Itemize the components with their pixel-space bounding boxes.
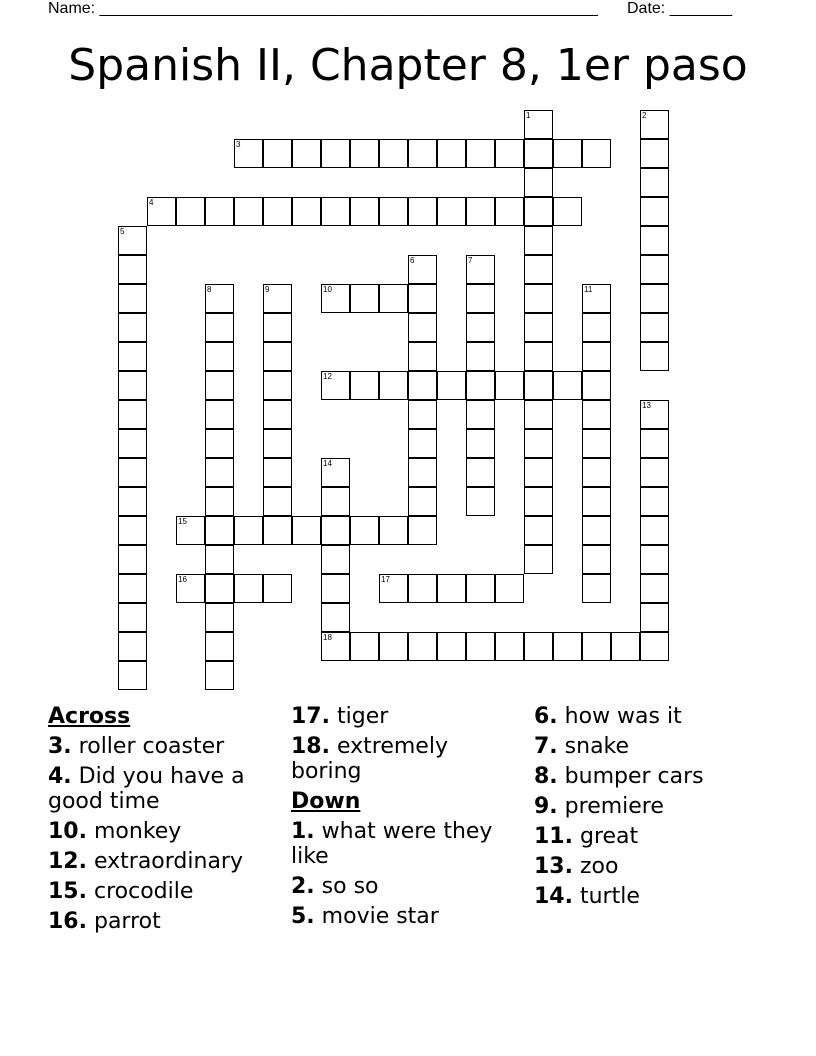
cell-number: 1	[526, 111, 531, 120]
grid-cell[interactable]	[582, 545, 611, 574]
grid-cell[interactable]	[466, 487, 495, 516]
clue-number: 10.	[48, 819, 87, 844]
grid-cell[interactable]	[408, 516, 437, 545]
grid-cell[interactable]	[205, 516, 234, 545]
grid-cell[interactable]	[118, 284, 147, 313]
clue-down-1	[291, 819, 521, 869]
grid-cell[interactable]	[176, 197, 205, 226]
grid-cell[interactable]	[263, 487, 292, 516]
grid-cell[interactable]	[640, 487, 669, 516]
clue-text: movie star	[321, 904, 439, 929]
grid-cell[interactable]	[640, 284, 669, 313]
grid-cell[interactable]	[524, 632, 553, 661]
grid-cell[interactable]	[640, 458, 669, 487]
grid-cell[interactable]	[524, 226, 553, 255]
grid-cell[interactable]	[118, 226, 147, 255]
grid-cell[interactable]	[437, 574, 466, 603]
grid-cell[interactable]	[147, 197, 176, 226]
grid-cell[interactable]	[321, 458, 350, 487]
grid-cell[interactable]	[118, 371, 147, 400]
grid-cell[interactable]	[466, 429, 495, 458]
clue-across-10	[48, 819, 278, 844]
grid-cell[interactable]	[524, 284, 553, 313]
grid-cell[interactable]	[205, 603, 234, 632]
clue-down-11	[534, 824, 774, 849]
grid-cell[interactable]	[524, 313, 553, 342]
clue-text: parrot	[93, 909, 161, 934]
clue-across-17	[291, 704, 521, 729]
grid-cell[interactable]	[437, 632, 466, 661]
grid-cell[interactable]	[263, 400, 292, 429]
grid-cell[interactable]	[640, 139, 669, 168]
grid-cell[interactable]	[437, 371, 466, 400]
grid-cell[interactable]	[205, 197, 234, 226]
grid-cell[interactable]	[524, 487, 553, 516]
grid-cell[interactable]	[234, 574, 263, 603]
down-heading: Down	[291, 789, 361, 814]
clue-text: snake	[564, 734, 630, 759]
grid-cell[interactable]	[234, 197, 263, 226]
cell-number: 2	[642, 111, 647, 120]
grid-cell[interactable]	[118, 342, 147, 371]
grid-cell[interactable]	[205, 458, 234, 487]
clue-number: 11.	[534, 824, 573, 849]
grid-cell[interactable]	[118, 313, 147, 342]
clue-number: 16.	[48, 909, 87, 934]
across-heading: Across	[48, 704, 131, 729]
grid-cell[interactable]	[205, 371, 234, 400]
grid-cell[interactable]	[582, 400, 611, 429]
grid-cell[interactable]	[263, 139, 292, 168]
grid-cell[interactable]	[640, 516, 669, 545]
grid-cell[interactable]	[582, 487, 611, 516]
grid-cell[interactable]	[466, 574, 495, 603]
clue-number: 12.	[48, 849, 87, 874]
grid-cell[interactable]	[118, 545, 147, 574]
clue-text: premiere	[564, 794, 664, 819]
grid-cell[interactable]	[495, 574, 524, 603]
grid-cell[interactable]	[524, 429, 553, 458]
grid-cell[interactable]	[118, 255, 147, 284]
grid-cell[interactable]	[408, 458, 437, 487]
grid-cell[interactable]	[408, 313, 437, 342]
clue-across-18	[291, 734, 521, 784]
grid-cell[interactable]	[408, 487, 437, 516]
grid-cell[interactable]	[118, 429, 147, 458]
grid-cell[interactable]	[582, 458, 611, 487]
grid-cell[interactable]	[118, 661, 147, 690]
grid-cell[interactable]	[263, 371, 292, 400]
clue-down-6	[534, 704, 774, 729]
grid-cell[interactable]	[466, 632, 495, 661]
grid-cell[interactable]	[350, 284, 379, 313]
grid-cell[interactable]	[205, 429, 234, 458]
clue-number: 3.	[48, 734, 72, 759]
grid-cell[interactable]	[466, 313, 495, 342]
cell-number: 8	[207, 285, 212, 294]
clue-text: great	[579, 824, 639, 849]
grid-cell[interactable]	[408, 342, 437, 371]
cell-number: 18	[323, 633, 332, 642]
clue-number: 7.	[534, 734, 558, 759]
grid-cell[interactable]	[321, 197, 350, 226]
clue-across-16	[48, 909, 278, 934]
page-title: Spanish II, Chapter 8, 1er paso	[68, 40, 748, 91]
grid-cell[interactable]	[582, 574, 611, 603]
grid-cell[interactable]	[234, 139, 263, 168]
grid-cell[interactable]	[118, 400, 147, 429]
grid-cell[interactable]	[524, 545, 553, 574]
grid-cell[interactable]	[495, 197, 524, 226]
grid-cell[interactable]	[321, 487, 350, 516]
clue-across-3	[48, 734, 278, 759]
grid-cell[interactable]	[263, 574, 292, 603]
clue-text: what were they like	[291, 819, 493, 869]
grid-cell[interactable]	[205, 487, 234, 516]
clue-number: 13.	[534, 854, 573, 879]
grid-cell[interactable]	[582, 632, 611, 661]
grid-cell[interactable]	[379, 197, 408, 226]
grid-cell[interactable]	[524, 139, 553, 168]
cell-number: 16	[178, 575, 187, 584]
grid-cell[interactable]	[408, 632, 437, 661]
grid-cell[interactable]	[466, 139, 495, 168]
clue-down-7	[534, 734, 774, 759]
grid-cell[interactable]	[640, 226, 669, 255]
clue-text: Did you have a good time	[48, 764, 245, 814]
clue-down-14	[534, 884, 774, 909]
clue-across-12	[48, 849, 278, 874]
grid-cell[interactable]	[263, 284, 292, 313]
grid-cell[interactable]	[321, 516, 350, 545]
grid-cell[interactable]	[379, 516, 408, 545]
grid-cell[interactable]	[524, 371, 553, 400]
grid-cell[interactable]	[466, 371, 495, 400]
grid-cell[interactable]	[292, 197, 321, 226]
grid-cell[interactable]	[321, 139, 350, 168]
clue-number: 15.	[48, 879, 87, 904]
grid-cell[interactable]	[640, 313, 669, 342]
cell-number: 15	[178, 517, 187, 526]
grid-cell[interactable]	[350, 516, 379, 545]
grid-cell[interactable]	[205, 400, 234, 429]
grid-cell[interactable]	[118, 516, 147, 545]
grid-cell[interactable]	[292, 516, 321, 545]
cell-number: 5	[120, 227, 125, 236]
grid-cell[interactable]	[379, 574, 408, 603]
grid-cell[interactable]	[408, 400, 437, 429]
grid-cell[interactable]	[495, 371, 524, 400]
clue-text: crocodile	[93, 879, 194, 904]
grid-cell[interactable]	[205, 661, 234, 690]
grid-cell[interactable]	[640, 255, 669, 284]
grid-cell[interactable]	[350, 139, 379, 168]
clue-text: how was it	[564, 704, 682, 729]
clue-down-9	[534, 794, 774, 819]
grid-cell[interactable]	[466, 400, 495, 429]
grid-cell[interactable]	[524, 458, 553, 487]
grid-cell[interactable]	[263, 342, 292, 371]
grid-cell[interactable]	[495, 632, 524, 661]
grid-cell[interactable]	[582, 313, 611, 342]
grid-cell[interactable]	[321, 545, 350, 574]
clue-across-15	[48, 879, 278, 904]
clue-number: 9.	[534, 794, 558, 819]
grid-cell[interactable]	[205, 313, 234, 342]
clue-down-13	[534, 854, 774, 879]
grid-cell[interactable]	[408, 284, 437, 313]
cell-number: 4	[149, 198, 154, 207]
grid-cell[interactable]	[582, 429, 611, 458]
grid-cell[interactable]	[379, 139, 408, 168]
grid-cell[interactable]	[408, 197, 437, 226]
grid-cell[interactable]	[640, 574, 669, 603]
grid-cell[interactable]	[118, 487, 147, 516]
grid-cell[interactable]	[524, 342, 553, 371]
grid-cell[interactable]	[321, 284, 350, 313]
grid-cell[interactable]	[379, 632, 408, 661]
clue-number: 5.	[291, 904, 315, 929]
grid-cell[interactable]	[234, 516, 263, 545]
name-field-label: Name: ________________________________________________________	[48, 0, 598, 17]
cell-number: 13	[642, 401, 651, 410]
clue-number: 14.	[534, 884, 573, 909]
cell-number: 9	[265, 285, 270, 294]
clue-text: so so	[321, 874, 379, 899]
grid-cell[interactable]	[466, 284, 495, 313]
date-field-label: Date: _______	[627, 0, 732, 17]
clue-down-5	[291, 904, 521, 929]
clue-down-2	[291, 874, 521, 899]
grid-cell[interactable]	[582, 516, 611, 545]
grid-cell[interactable]	[205, 632, 234, 661]
cell-number: 3	[236, 140, 241, 149]
grid-cell[interactable]	[176, 516, 205, 545]
grid-cell[interactable]	[263, 429, 292, 458]
grid-cell[interactable]	[379, 284, 408, 313]
cell-number: 6	[410, 256, 415, 265]
clue-text: extremely boring	[291, 734, 448, 784]
grid-cell[interactable]	[205, 545, 234, 574]
clue-number: 6.	[534, 704, 558, 729]
grid-cell[interactable]	[640, 342, 669, 371]
grid-cell[interactable]	[524, 110, 553, 139]
clue-text: zoo	[579, 854, 619, 879]
clue-number: 1.	[291, 819, 315, 844]
grid-cell[interactable]	[524, 255, 553, 284]
grid-cell[interactable]	[640, 110, 669, 139]
grid-cell[interactable]	[466, 458, 495, 487]
clue-text: extraordinary	[93, 849, 243, 874]
grid-cell[interactable]	[118, 603, 147, 632]
grid-cell[interactable]	[205, 342, 234, 371]
grid-cell[interactable]	[582, 284, 611, 313]
grid-cell[interactable]	[118, 574, 147, 603]
grid-cell[interactable]	[408, 429, 437, 458]
grid-cell[interactable]	[640, 603, 669, 632]
grid-cell[interactable]	[466, 197, 495, 226]
grid-cell[interactable]	[582, 139, 611, 168]
grid-cell[interactable]	[524, 168, 553, 197]
grid-cell[interactable]	[176, 574, 205, 603]
grid-cell[interactable]	[292, 139, 321, 168]
grid-cell[interactable]	[321, 371, 350, 400]
grid-cell[interactable]	[321, 603, 350, 632]
clue-text: monkey	[93, 819, 182, 844]
grid-cell[interactable]	[640, 632, 669, 661]
grid-cell[interactable]	[553, 139, 582, 168]
clue-text: roller coaster	[78, 734, 225, 759]
grid-cell[interactable]	[437, 197, 466, 226]
clue-number: 17.	[291, 704, 330, 729]
grid-cell[interactable]	[524, 516, 553, 545]
grid-cell[interactable]	[263, 458, 292, 487]
grid-cell[interactable]	[408, 139, 437, 168]
grid-cell[interactable]	[495, 139, 524, 168]
clues-column-2	[291, 704, 521, 934]
clue-down-8	[534, 764, 774, 789]
grid-cell[interactable]	[466, 255, 495, 284]
grid-cell[interactable]	[640, 168, 669, 197]
grid-cell[interactable]	[408, 371, 437, 400]
clues-column-1	[48, 704, 278, 939]
grid-cell[interactable]	[205, 284, 234, 313]
grid-cell[interactable]	[350, 632, 379, 661]
grid-cell[interactable]	[350, 197, 379, 226]
grid-cell[interactable]	[640, 545, 669, 574]
clue-number: 4.	[48, 764, 72, 789]
grid-cell[interactable]	[582, 371, 611, 400]
cell-number: 14	[323, 459, 332, 468]
cell-number: 11	[584, 285, 593, 294]
grid-cell[interactable]	[553, 632, 582, 661]
clue-text: bumper cars	[564, 764, 704, 789]
grid-cell[interactable]	[118, 632, 147, 661]
grid-cell[interactable]	[379, 371, 408, 400]
grid-cell[interactable]	[321, 574, 350, 603]
grid-cell[interactable]	[205, 574, 234, 603]
grid-cell[interactable]	[350, 371, 379, 400]
clue-number: 18.	[291, 734, 330, 759]
grid-cell[interactable]	[524, 400, 553, 429]
grid-cell[interactable]	[553, 197, 582, 226]
grid-cell[interactable]	[611, 632, 640, 661]
clues-column-3	[534, 704, 774, 914]
clue-number: 8.	[534, 764, 558, 789]
grid-cell[interactable]	[640, 400, 669, 429]
grid-cell[interactable]	[321, 632, 350, 661]
grid-cell[interactable]	[408, 574, 437, 603]
grid-cell[interactable]	[408, 255, 437, 284]
grid-cell[interactable]	[263, 313, 292, 342]
grid-cell[interactable]	[524, 197, 553, 226]
grid-cell[interactable]	[263, 516, 292, 545]
cell-number: 12	[323, 372, 332, 381]
grid-cell[interactable]	[437, 139, 466, 168]
cell-number: 10	[323, 285, 332, 294]
grid-cell[interactable]	[553, 371, 582, 400]
clue-text: turtle	[579, 884, 640, 909]
grid-cell[interactable]	[118, 458, 147, 487]
grid-cell[interactable]	[263, 197, 292, 226]
grid-cell[interactable]	[640, 197, 669, 226]
grid-cell[interactable]	[466, 342, 495, 371]
clue-text: tiger	[336, 704, 389, 729]
clue-across-4	[48, 764, 278, 814]
cell-number: 17	[381, 575, 390, 584]
grid-cell[interactable]	[582, 342, 611, 371]
grid-cell[interactable]	[640, 429, 669, 458]
cell-number: 7	[468, 256, 473, 265]
clue-number: 2.	[291, 874, 315, 899]
